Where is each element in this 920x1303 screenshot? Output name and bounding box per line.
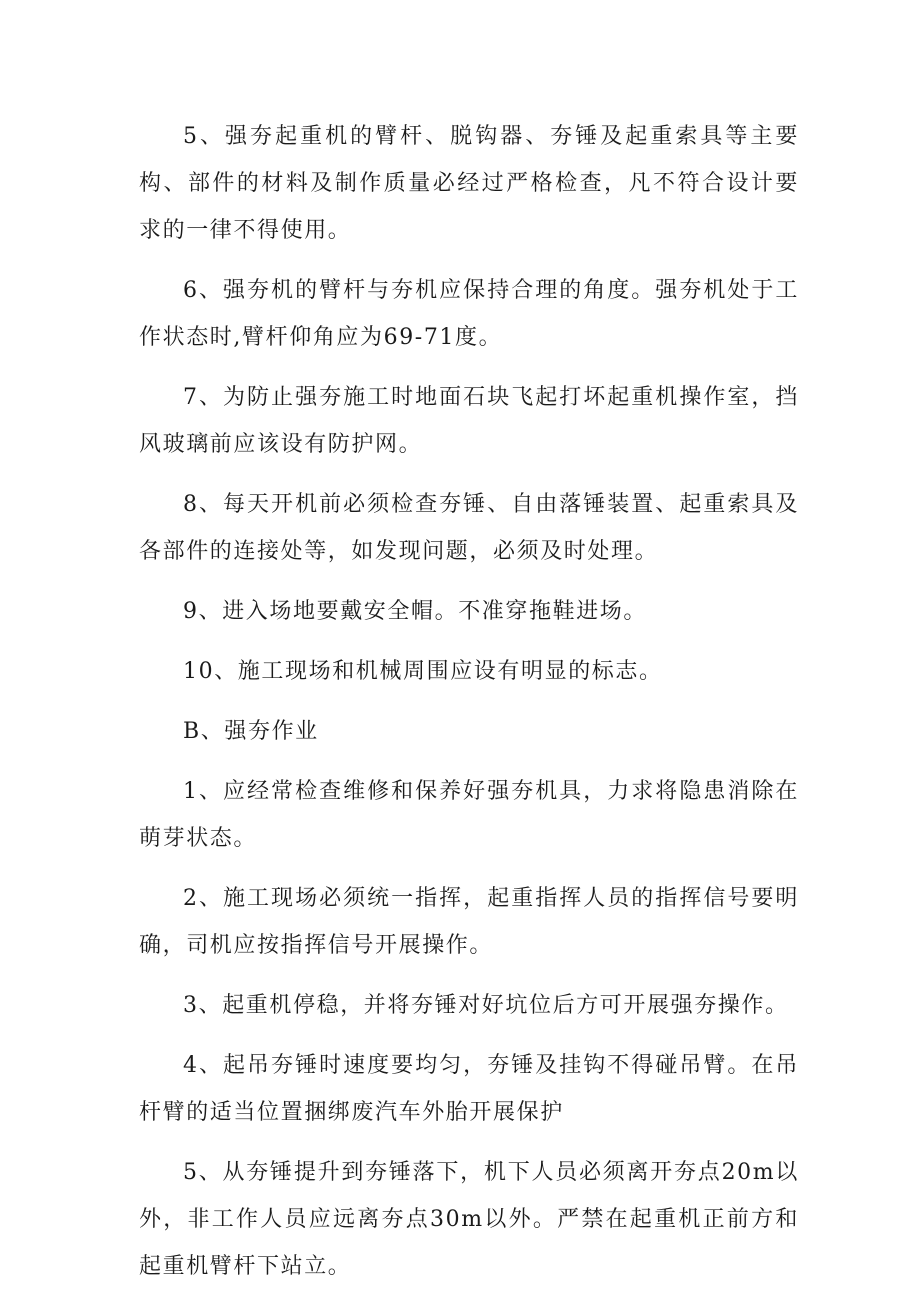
paragraph-item-6-boom-angle: 6、强夯机的臂杆与夯机应保持合理的角度。强夯机处于工作状态时,臂杆仰角应为69-71度。 [139,278,799,350]
paragraph-b1-maintenance: 1、应经常检查维修和保养好强夯机具，力求将隐患消除在萌芽状态。 [139,779,799,851]
paragraph-b3-crane-stable: 3、起重机停稳，并将夯锤对好坑位后方可开展强夯操作。 [183,993,789,1018]
paragraph-b4-lifting-speed: 4、起吊夯锤时速度要均匀，夯锤及挂钩不得碰吊臂。在吊杆臂的适当位置捆绑废汽车外胎开展保护 [139,1053,799,1125]
paragraph-item-7-protective-net: 7、为防止强夯施工时地面石块飞起打坏起重机操作室，挡风玻璃前应该设有防护网。 [139,385,799,457]
paragraph-b2-unified-command: 2、施工现场必须统一指挥，起重指挥人员的指挥信号要明确，司机应按指挥信号开展操作。 [139,886,799,958]
paragraph-b5-safe-distance: 5、从夯锤提升到夯锤落下，机下人员必须离开夯点20m以外，非工作人员应远离夯点30m以外。严禁在起重机正前方和起重机臂杆下站立。 [139,1160,799,1279]
section-heading-b: B、强夯作业 [183,719,319,744]
paragraph-item-9-safety-helmet: 9、进入场地要戴安全帽。不准穿拖鞋进场。 [183,599,647,624]
paragraph-item-8-daily-inspection: 8、每天开机前必须检查夯锤、自由落锤装置、起重索具及各部件的连接处等，如发现问题，必须及时处理。 [139,492,799,564]
paragraph-item-5-crane-parts: 5、强夯起重机的臂杆、脱钩器、夯锤及起重索具等主要构、部件的材料及制作质量必经过严格检查，凡不符合设计要求的一律不得使用。 [139,124,799,243]
paragraph-item-10-site-signs: 10、施工现场和机械周围应设有明显的标志。 [183,659,663,684]
document-body [139,113,799,1303]
